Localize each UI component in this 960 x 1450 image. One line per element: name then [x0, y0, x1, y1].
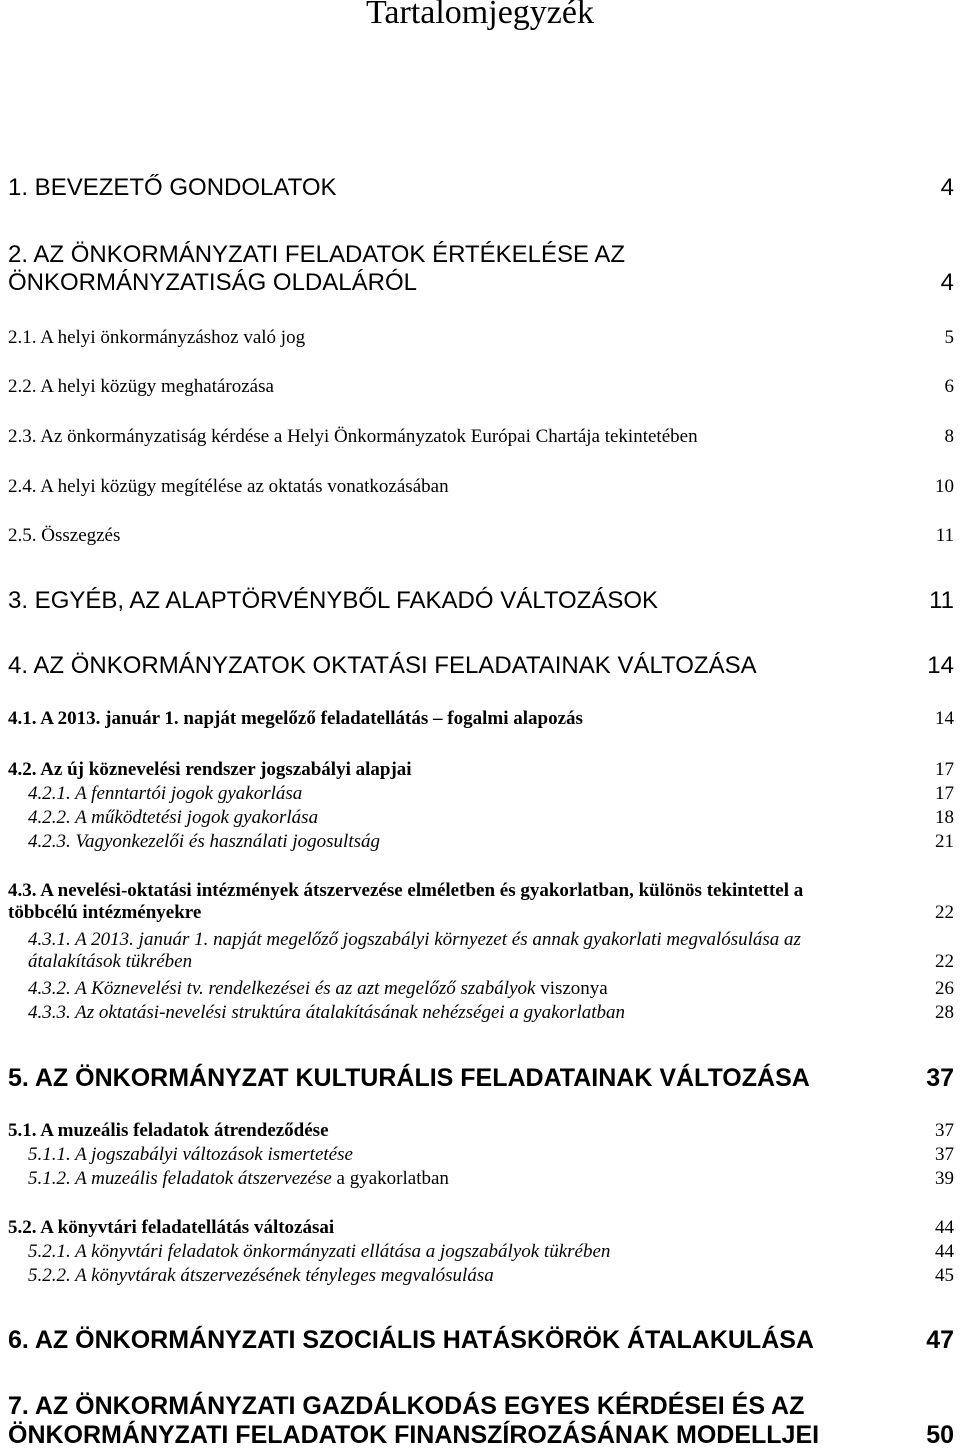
toc-entry-label: 5.1. A muzeális feladatok átrendeződése: [8, 1120, 329, 1141]
toc-entry-2-5[interactable]: [8, 525, 954, 547]
toc-entry-page: 37: [935, 1144, 954, 1165]
toc-entry-7[interactable]: [8, 1392, 954, 1450]
toc-entry-page: 44: [935, 1241, 954, 1262]
toc-entry-page: 17: [935, 783, 954, 804]
toc-entry-page: 37: [935, 1120, 954, 1141]
toc-entry-label: 6. AZ ÖNKORMÁNYZATI SZOCIÁLIS HATÁSKÖRÖK ÁTALAKULÁSA: [8, 1326, 814, 1354]
toc-entry-label-line1: 7. AZ ÖNKORMÁNYZATI GAZDÁLKODÁS EGYES KÉRDÉSEI ÉS AZ: [8, 1392, 805, 1420]
toc-entry-label: 5.2. A könyvtári feladatellátás változásai: [8, 1217, 335, 1238]
toc-entry-5[interactable]: [8, 1064, 954, 1093]
toc-entry-label-line2: ÖNKORMÁNYZATI FELADATOK FINANSZÍROZÁSÁNAK MODELLJEI: [8, 1421, 820, 1449]
toc-entry-4-3[interactable]: [8, 880, 954, 924]
toc-entry-label: 2.4. A helyi közügy megítélése az oktatás vonatkozásában: [8, 476, 449, 497]
toc-entry-page: 21: [935, 831, 954, 852]
toc-entry-label: 4.2.2. A működtetési jogok gyakorlása: [28, 807, 319, 828]
toc-entry-2[interactable]: [8, 241, 954, 297]
toc-entry-page: 22: [935, 951, 954, 972]
toc-entry-label: 4.3.2. A Köznevelési tv. rendelkezései és az azt megelőző szabályok: [28, 978, 536, 999]
toc-entry-6[interactable]: [8, 1326, 954, 1355]
toc-entry-label-suffix: a gyakorlatban: [331, 1168, 449, 1189]
toc-entry-3[interactable]: [8, 587, 954, 615]
toc-entry-page: 14: [935, 708, 954, 729]
toc-entry-page: 4: [940, 269, 954, 296]
toc-entry-label-line1: 4.3.1. A 2013. január 1. napját megelőző jogszabályi környezet és annak gyakorlati megvalósulása az: [28, 929, 801, 950]
toc-entry-4-2-2[interactable]: [28, 807, 954, 829]
toc-entry-4-3-3[interactable]: [28, 1002, 954, 1024]
toc-entry-page: 18: [935, 807, 954, 828]
toc-entry-label-line2: ÖNKORMÁNYZATISÁG OLDALÁRÓL: [8, 269, 417, 296]
toc-entry-label: 3. EGYÉB, AZ ALAPTÖRVÉNYBŐL FAKADÓ VÁLTOZÁSOK: [8, 587, 659, 614]
toc-entry-4-2-1[interactable]: [28, 783, 954, 805]
toc-entry-page: 50: [926, 1421, 954, 1449]
toc-entry-page: 26: [935, 978, 954, 999]
toc-entry-label-suffix: viszonya: [535, 978, 608, 999]
toc-entry-label: 4.2.3. Vagyonkezelői és használati jogosultság: [28, 831, 381, 852]
toc-entry-label-line2: átalakítások tükrében: [28, 951, 193, 972]
toc-entry-2-4[interactable]: [8, 476, 954, 498]
toc-entry-page: 5: [944, 327, 954, 348]
toc-entry-label: 5.1.2. A muzeális feladatok átszervezése: [28, 1168, 332, 1189]
toc-entry-page: 4: [940, 174, 954, 201]
toc-entry-page: 45: [935, 1265, 954, 1286]
toc-entry-label: 2.5. Összegzés: [8, 525, 121, 546]
toc-entry-label-line1: 2. AZ ÖNKORMÁNYZATI FELADATOK ÉRTÉKELÉSE AZ: [8, 241, 626, 268]
page-title: Tartalomjegyzék: [366, 0, 594, 31]
toc-entry-4-3-2[interactable]: [28, 978, 954, 1000]
toc-entry-page: 47: [926, 1326, 954, 1354]
toc-entry-label: 4.2.1. A fenntartói jogok gyakorlása: [28, 783, 303, 804]
toc-entry-label: 4. AZ ÖNKORMÁNYZATOK OKTATÁSI FELADATAINAK VÁLTOZÁSA: [8, 652, 757, 679]
toc-entry-4-1[interactable]: [8, 708, 954, 730]
toc-entry-2-2[interactable]: [8, 376, 954, 398]
toc-entry-label-line1: 4.3. A nevelési-oktatási intézmények átszervezése elméletben és gyakorlatban, különös tekintettel a: [8, 880, 804, 901]
toc-entry-4-2-3[interactable]: [28, 831, 954, 853]
toc-entry-5-2[interactable]: [8, 1217, 954, 1239]
toc-entry-label: 4.1. A 2013. január 1. napját megelőző feladatellátás – fogalmi alapozás: [8, 708, 583, 729]
toc-entry-page: 8: [944, 426, 954, 447]
toc-entry-2-3[interactable]: [8, 426, 954, 448]
toc-entry-label: 5. AZ ÖNKORMÁNYZAT KULTURÁLIS FELADATAINAK VÁLTOZÁSA: [8, 1064, 810, 1092]
toc-entry-page: 14: [927, 652, 954, 679]
toc-entry-page: 28: [935, 1002, 954, 1023]
toc-entry-label: 5.1.1. A jogszabályi változások ismertetése: [28, 1144, 353, 1165]
toc-entry-5-1[interactable]: [8, 1120, 954, 1142]
toc-entry-label: 2.3. Az önkormányzatiság kérdése a Helyi Önkormányzatok Európai Chartája tekintetében: [8, 426, 698, 447]
toc-entry-page: 11: [929, 587, 954, 614]
toc-entry-4-3-1[interactable]: [28, 929, 954, 973]
toc-entry-5-1-2[interactable]: [28, 1168, 954, 1190]
toc-entry-5-1-1[interactable]: [28, 1144, 954, 1166]
toc-entry-page: 6: [944, 376, 954, 397]
toc-entry-page: 11: [935, 525, 954, 546]
toc-entry-1[interactable]: [8, 174, 954, 202]
toc-entry-label: 2.2. A helyi közügy meghatározása: [8, 376, 274, 397]
toc-entry-2-1[interactable]: [8, 327, 954, 349]
toc-entry-5-2-2[interactable]: [28, 1265, 954, 1287]
toc-entry-label: 1. BEVEZETŐ GONDOLATOK: [8, 174, 337, 201]
toc-entry-label: 4.3.3. Az oktatási-nevelési struktúra átalakításának nehézségei a gyakorlatban: [28, 1002, 625, 1023]
toc-entry-page: 22: [935, 902, 954, 923]
toc-entry-label-line2: többcélú intézményekre: [8, 902, 202, 923]
toc-entry-4-2[interactable]: [8, 759, 954, 781]
toc-entry-page: 17: [935, 759, 954, 780]
toc-entry-page: 44: [935, 1217, 954, 1238]
toc-entry-page: 37: [926, 1064, 954, 1092]
toc-entry-5-2-1[interactable]: [28, 1241, 954, 1263]
toc-entry-page: 39: [935, 1168, 954, 1189]
toc-entry-label: 5.2.2. A könyvtárak átszervezésének tényleges megvalósulása: [28, 1265, 494, 1286]
toc-entry-label: 4.2. Az új köznevelési rendszer jogszabályi alapjai: [8, 759, 412, 780]
toc-entry-4[interactable]: [8, 652, 954, 680]
toc-entry-label: 2.1. A helyi önkormányzáshoz való jog: [8, 327, 306, 348]
toc-entry-page: 10: [935, 476, 954, 497]
toc-entry-label: 5.2.1. A könyvtári feladatok önkormányzati ellátása a jogszabályok tükrében: [28, 1241, 611, 1262]
